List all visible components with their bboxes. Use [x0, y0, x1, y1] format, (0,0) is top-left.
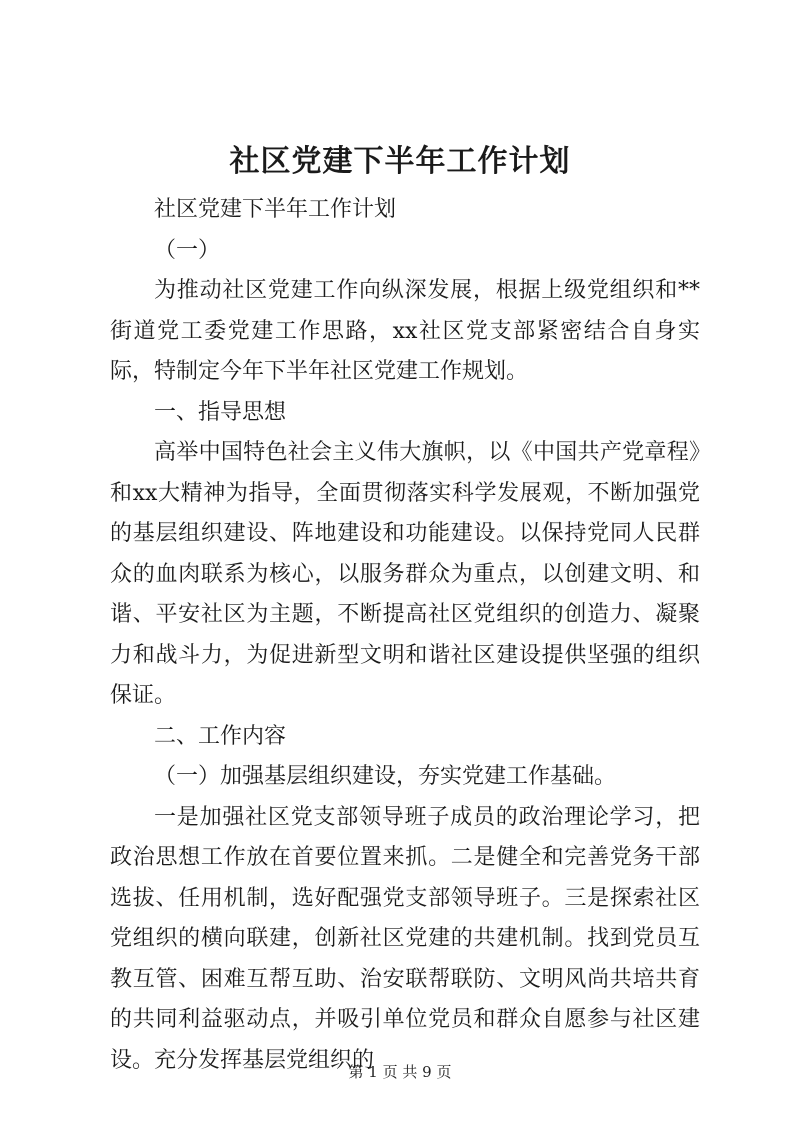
document-title: 社区党建下半年工作计划: [229, 144, 571, 179]
intro-paragraph: 为推动社区党建工作向纵深发展，根据上级党组织和**街道党工委党建工作思路，xx社区党支部紧密结合自身实际，特制定今年下半年社区党建工作规划。: [110, 278, 700, 384]
heading-work-content: 二、工作内容: [154, 723, 287, 749]
subheading-organization: （一）加强基层组织建设，夯实党建工作基础。: [154, 764, 617, 789]
organization-paragraph: 一是加强社区党支部领导班子成员的政治理论学习，把政治思想工作放在首要位置来抓。二是健全和完善党务干部选拔、任用机制，选好配强党支部领导班子。三是探索社区党组织的横向联建，创新社区党建的共建机制。找到党员互教互管、困难互帮互助、治安联帮联防、文明风尚共培共育的共同利益驱动点，并吸引单位党员和群众自愿参与社区建设。充分发挥基层党组织的: [110, 804, 700, 1073]
guiding-thought-paragraph: 高举中国特色社会主义伟大旗帜，以《中国共产党章程》和xx大精神为指导，全面贯彻落实科学发展观，不断加强党的基层组织建设、阵地建设和功能建设。以保持党同人民群众的血肉联系为核心，以服务群众为重点，以创建文明、和谐、平安社区为主题，不断提高社区党组织的创造力、凝聚力和战斗力，为促进新型文明和谐社区建设提供坚强的组织保证。: [110, 440, 700, 708]
document-body: [110, 190, 700, 1081]
section-number-paragraph: （一）: [154, 237, 221, 263]
subtitle-paragraph: 社区党建下半年工作计划: [154, 197, 397, 222]
heading-guiding-thought: 一、指导思想: [154, 399, 287, 425]
page-footer: 第 1 页 共 9 页: [348, 1063, 452, 1081]
